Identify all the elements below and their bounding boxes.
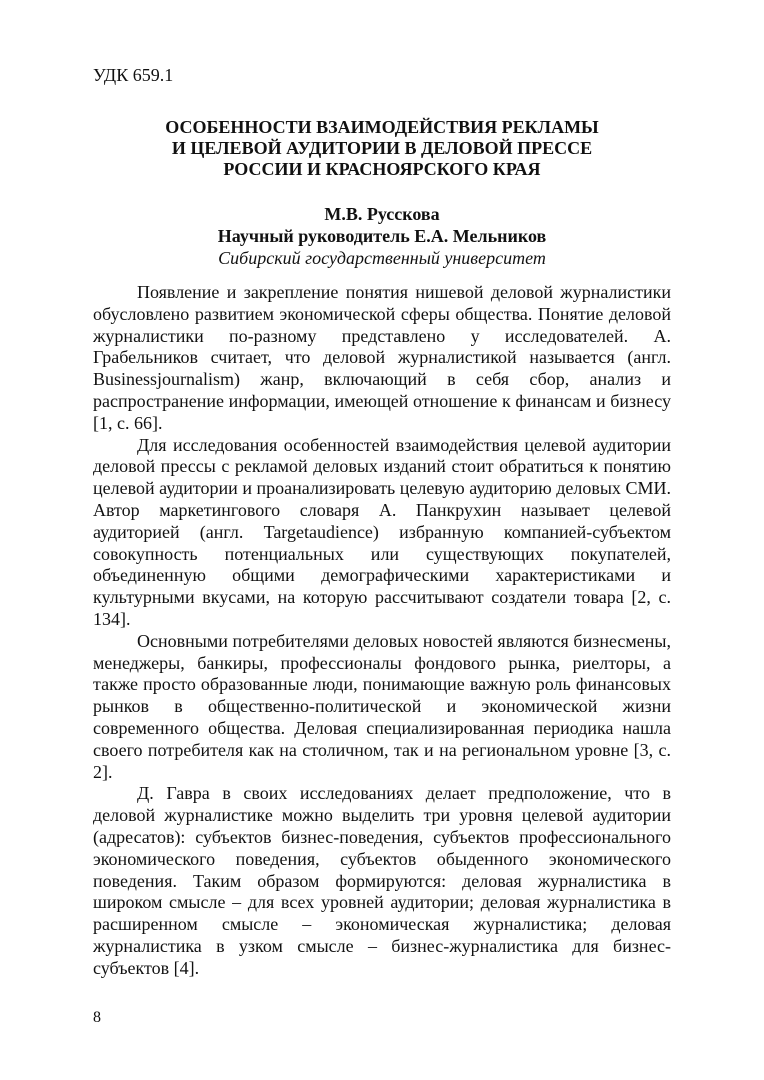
title-line: ОСОБЕННОСТИ ВЗАИМОДЕЙСТВИЯ РЕКЛАМЫ	[165, 117, 599, 137]
paragraph: Основными потребителями деловых новостей являются бизнесмены, менеджеры, банкиры, профессионалы фондового рынка, риелторы, а также просто образованные люди, понимающие важную роль финансовых рынков в общественно-политической и экономической жизни современного общества. Деловая специализированная периодика нашла своего потребителя как на столичном, так и на региональном уровне [3, с. 2].	[93, 630, 671, 782]
udk-code: УДК 659.1	[93, 65, 174, 85]
page-number: 8	[93, 1009, 101, 1026]
advisor-name: Научный руководитель Е.А. Мельников	[217, 226, 547, 246]
article-body	[93, 282, 671, 980]
title-line: РОССИИ И КРАСНОЯРСКОГО КРАЯ	[223, 159, 541, 179]
author-block	[93, 203, 671, 269]
affiliation: Сибирский государственный университет	[218, 248, 546, 268]
paragraph: Д. Гавра в своих исследованиях делает предположение, что в деловой журналистике можно выделить три уровня целевой аудитории (адресатов): субъектов бизнес-поведения, субъектов профессионального экономического поведения, субъектов обыденного экономического поведения. Таким образом формируются: деловая журналистика в широком смысле – для всех уровней аудитории; деловая журналистика в расширенном смысле – экономическая журналистика; деловая журналистика в узком смысле – бизнес-журналистика для бизнес-субъектов [4].	[93, 783, 671, 978]
author-name: М.В. Русскова	[324, 204, 440, 224]
paragraph: Для исследования особенностей взаимодействия целевой аудитории деловой прессы с рекламой деловых изданий стоит обратиться к понятию целевой аудитории и проанализировать целевую аудиторию деловых СМИ. Автор маркетингового словаря А. Панкрухин называет целевой аудиторией (англ. Targetaudience) избранную компанией-субъектом совокупность потенциальных или существующих покупателей, объединенную общими демографическими характеристиками и культурными вкусами, на которую рассчитывают создатели товара [2, с. 134].	[93, 434, 671, 629]
article-title	[93, 117, 671, 180]
title-line: И ЦЕЛЕВОЙ АУДИТОРИИ В ДЕЛОВОЙ ПРЕССЕ	[171, 138, 593, 158]
paragraph: Появление и закрепление понятия нишевой деловой журналистики обусловлено развитием экономической сферы общества. Понятие деловой журналистики по-разному представлено у исследователей. А. Грабельников считает, что деловой журналистикой называется (англ. Businessjournalism) жанр, включающий в себя сбор, анализ и распространение информации, имеющей отношение к финансам и бизнесу [1, с. 66].	[93, 282, 671, 433]
